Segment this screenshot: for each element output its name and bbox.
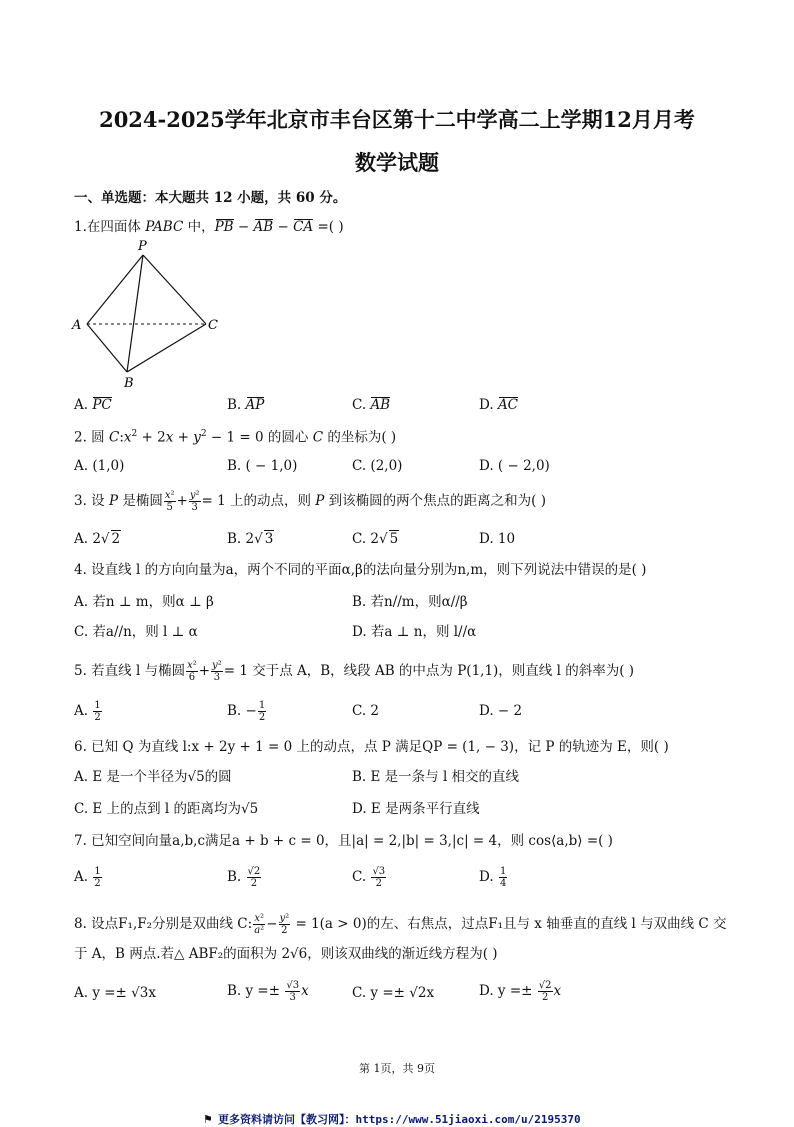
q5-option-a[interactable]: A. $\frac{1}{2}$ <box>74 700 101 723</box>
q6-option-c[interactable]: C. E 上的点到 l 的距离均为√5 <box>74 801 259 817</box>
section-heading: 一、单选题：本大题共 12 小题，共 60 分。 <box>74 190 347 206</box>
question-1: 1.在四面体 PABC 中，PB − AB − CA =( ) <box>74 219 344 235</box>
tetrahedron-figure <box>66 236 236 392</box>
footer-link-row[interactable] <box>203 1108 581 1127</box>
q7-option-a[interactable]: A. $\frac{1}{2}$ <box>74 866 101 889</box>
q1-option-c[interactable]: C. AB <box>352 397 391 413</box>
q2-option-c[interactable]: C. (2,0) <box>352 458 403 474</box>
q5-option-b[interactable]: B. − $\frac{1}{2}$ <box>227 700 266 723</box>
q8-option-d[interactable]: D. y =± $\frac{√2}{2}$ x <box>479 980 562 1003</box>
q2-option-d[interactable]: D. ( − 2,0) <box>479 458 550 474</box>
question-2: 2. 圆 $C:x^2 + 2x + y^2 - 1 = 0$ 的圆心 C 的坐标为( ) <box>74 429 397 446</box>
q1-stem: 在四面体 <box>86 219 146 235</box>
page-number: 第 1页，共 9页 <box>359 1062 435 1075</box>
question-8-line1: 8. 设点F₁,F₂分别是双曲线 C: $\frac{\text{x²}}{\text{a²}}$ − $\frac{\text{y²}}{2}$ = 1(a > 0)的左、右焦点，过点F₁且与 x 轴垂直的直线 l 与双曲线 C 交 <box>74 913 727 936</box>
edge-pc <box>143 255 206 324</box>
question-8-line2: 于 A，B 两点.若△ ABF₂的面积为 2√6，则该双曲线的渐近线方程为( ) <box>74 946 498 962</box>
label-c: C <box>208 318 218 333</box>
edge-bc <box>127 324 206 372</box>
q2-option-a[interactable]: A. (1,0) <box>74 458 125 474</box>
q3-option-c[interactable]: C. 2√ 5 <box>352 531 399 547</box>
q3-option-b[interactable]: B. 2√ 3 <box>227 531 274 547</box>
q7-option-c[interactable]: C. $\frac{√3}{2}$ <box>352 866 386 889</box>
question-6: 6. 已知 Q 为直线 l:x + 2y + 1 = 0 上的动点，点 P 满足QP = (1, − 3)，记 P 的轨迹为 E，则( ) <box>74 739 669 755</box>
question-4: 4. 设直线 l 的方向向量为a，两个不同的平面α,β的法向量分别为n,m，则下列说法中错误的是( ) <box>74 562 647 578</box>
q8-option-b[interactable]: B. y =± $\frac{√3}{3}$ x <box>227 980 309 1003</box>
q2-option-b[interactable]: B. ( − 1,0) <box>227 458 298 474</box>
q4-option-a[interactable]: A. 若n ⊥ m，则α ⊥ β <box>74 594 214 610</box>
q6-option-d[interactable]: D. E 是两条平行直线 <box>352 801 480 817</box>
edge-ab <box>87 324 127 372</box>
label-a: A <box>72 318 82 333</box>
q4-option-d[interactable]: D. 若a ⊥ n，则 l//α <box>352 624 477 640</box>
q1-end: =( ) <box>313 219 344 235</box>
page-subtitle: 数学试题 <box>355 150 439 175</box>
question-7: 7. 已知空间向量a,b,c满足a + b + c = 0，且|a| = 2,|b| = 3,|c| = 4，则 cos⟨a,b⟩ =( ) <box>74 833 613 849</box>
q1-option-d[interactable]: D. AC <box>479 397 519 413</box>
q1-option-b[interactable]: B. AP <box>227 397 265 413</box>
q8-option-a[interactable]: A. y =± √3x <box>74 985 156 1001</box>
q1-stem-b: 中， <box>183 219 215 235</box>
question-5: 5. 若直线 l 与椭圆 $\frac{\text{x²}}{6}$ + $\frac{\text{y²}}{3}$ = 1 交于点 A，B，线段 AB 的中点为 P(1,1)，则直线 l 的斜率为( ) <box>74 660 635 683</box>
label-p: P <box>138 239 147 254</box>
question-3: 3. 设 P 是椭圆 $\frac{\text{x²}}{5}$ + $\frac{\text{y²}}{3}$ = 1 上的动点，则 P 到该椭圆的两个焦点的距离之和为( ) <box>74 490 547 513</box>
q6-option-a[interactable]: A. E 是一个半径为√5的圆 <box>74 769 232 785</box>
q3-option-a[interactable]: A. 2√ 2 <box>74 531 121 547</box>
q3-option-d[interactable]: D. 10 <box>479 531 516 547</box>
page-title: 2024-2025学年北京市丰台区第十二中学高二上学期12月月考 <box>99 107 695 132</box>
footer-link[interactable]: 更多资料请访问【教习网】：https://www.51jiaoxi.com/u/2195370 <box>217 1113 581 1126</box>
q7-option-d[interactable]: D. $\frac{1}{4}$ <box>479 866 507 889</box>
q4-option-b[interactable]: B. 若n//m，则α//β <box>352 594 468 610</box>
q5-option-c[interactable]: C. 2 <box>352 703 380 719</box>
flag-icon: ⚑ <box>203 1113 213 1126</box>
q8-option-c[interactable]: C. y =± √2x <box>352 985 435 1001</box>
q1-option-a[interactable]: A. PC <box>74 397 112 413</box>
q4-option-c[interactable]: C. 若a//n，则 l ⊥ α <box>74 624 198 640</box>
q6-option-b[interactable]: B. E 是一条与 l 相交的直线 <box>352 769 520 785</box>
q5-option-d[interactable]: D. − 2 <box>479 703 523 719</box>
q1-num: 1. <box>74 219 87 235</box>
label-b: B <box>124 376 134 391</box>
q7-option-b[interactable]: B. $\frac{√2}{2}$ <box>227 866 261 889</box>
